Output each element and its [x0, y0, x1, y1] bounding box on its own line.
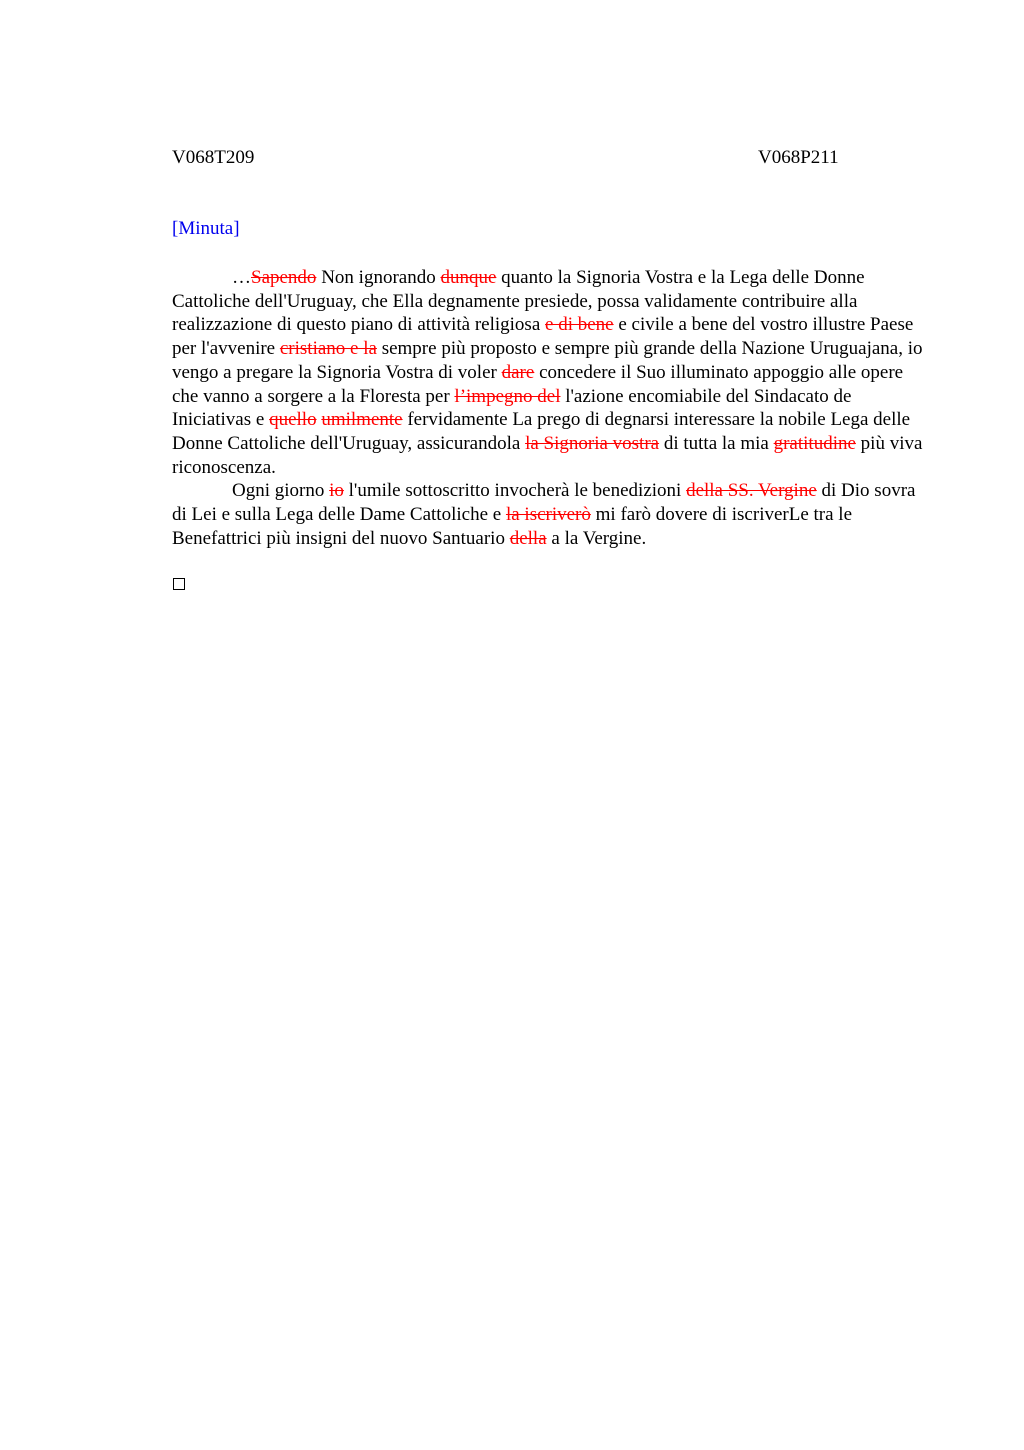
document-code-left: V068T209	[172, 147, 255, 168]
deleted-text: dunque	[440, 267, 497, 288]
text-segment: sempre più proposto e sempre più grande della Nazione Uruguajana, io vengo a pregare la Signoria Vostra di voler	[172, 338, 923, 383]
deleted-text: Sapendo	[251, 267, 317, 288]
deleted-text: la Signoria vostra	[525, 432, 660, 454]
paragraph-2	[172, 479, 932, 550]
text-segment: di Dio sovra di Lei e sulla Lega delle Dame Cattoliche e	[172, 480, 916, 526]
paragraph-1	[172, 266, 932, 479]
letter-body	[172, 266, 932, 550]
text-segment: l'umile sottoscritto invocherà le benedizioni	[343, 480, 687, 502]
deleted-text: io	[329, 480, 344, 502]
deleted-text: della SS. Vergine	[686, 480, 817, 502]
text-segment: mi farò dovere di iscriverLe tra le Benefattrici più insigni del nuovo Santuario	[172, 504, 853, 549]
text-segment: di tutta la mia	[659, 432, 774, 454]
document-code-right: V068P211	[758, 147, 839, 168]
text-segment: a la Vergine.	[546, 527, 647, 549]
deleted-text: gratitudine	[773, 432, 856, 454]
text-segment: Non ignorando	[316, 267, 441, 288]
text-segment: e civile a bene del vostro illustre Paese per l'avvenire	[172, 314, 914, 360]
deleted-text: della	[509, 527, 547, 549]
text-segment: fervidamente La prego di degnarsi interessare la nobile Lega delle Donne Cattoliche dell'Uruguay, assicurandola	[172, 409, 911, 454]
deleted-text: dare	[501, 361, 535, 383]
deleted-text: l’impegno del	[454, 385, 561, 407]
deleted-text: e di bene	[545, 314, 614, 336]
deleted-text: umilmente	[321, 409, 403, 431]
end-square-icon	[173, 578, 185, 590]
deleted-text: la iscriverò	[505, 504, 591, 526]
minuta-label: [Minuta]	[172, 218, 240, 239]
deleted-text: cristiano e la	[279, 338, 377, 360]
text-segment: l'azione encomiabile del Sindacato de Iniciativas e	[172, 385, 852, 431]
text-segment: …	[232, 267, 251, 288]
text-segment: concedere il Suo illuminato appoggio alle opere che vanno a sorgere a la Floresta per	[172, 361, 904, 407]
text-segment: Ogni giorno	[232, 480, 330, 502]
text-segment: più viva riconoscenza.	[172, 432, 923, 478]
text-segment: quanto la Signoria Vostra e la Lega delle Donne Cattoliche dell'Uruguay, che Ella degnamente presiede, possa validamente contribuire alla realizzazione di questo piano di attività religiosa	[172, 267, 865, 336]
deleted-text: quello	[269, 409, 317, 431]
